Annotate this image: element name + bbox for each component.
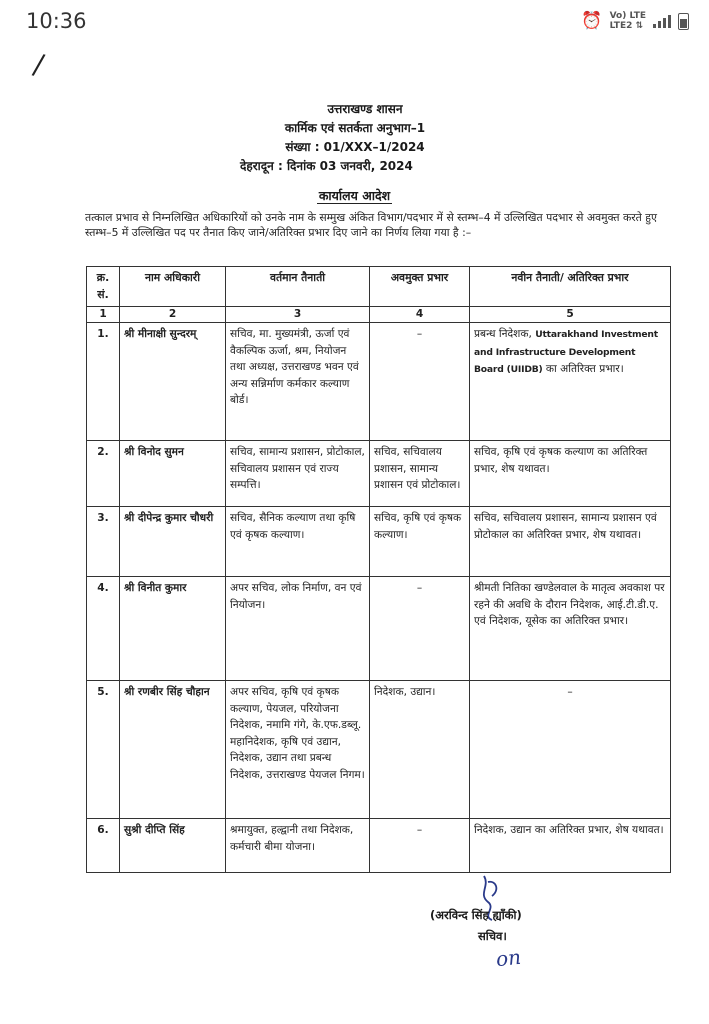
header-new-posting: नवीन तैनाती/ अतिरिक्त प्रभार bbox=[470, 267, 671, 307]
current-posting: सचिव, सामान्य प्रशासन, प्रोटोकाल, सचिवालय प्रशासन एवं राज्य सम्पत्ति। bbox=[226, 441, 370, 507]
document-header bbox=[240, 100, 470, 176]
row-serial: 6. bbox=[87, 819, 120, 873]
battery-icon bbox=[678, 13, 689, 30]
margin-mark: / bbox=[30, 47, 47, 82]
header-line-4: देहरादून : दिनांक 03 जनवरी, 2024 bbox=[240, 159, 413, 173]
header-current-posting: वर्तमान तैनाती bbox=[226, 267, 370, 307]
current-posting: सचिव, मा. मुख्यमंत्री, ऊर्जा एवं वैकल्पिक ऊर्जा, श्रम, नियोजन तथा अध्यक्ष, उत्तराखण्ड भवन एवं अन्य सन्निर्माण कर्मकार कल्याण बोर्ड। bbox=[226, 323, 370, 441]
signature-block bbox=[430, 908, 522, 944]
table-row bbox=[87, 507, 671, 577]
signatory-designation: सचिव। bbox=[478, 929, 507, 943]
alarm-icon: ⏰ bbox=[581, 11, 603, 31]
column-number-row bbox=[87, 307, 671, 323]
relieved-charge: – bbox=[370, 577, 470, 681]
current-posting: श्रमायुक्त, हल्द्वानी तथा निदेशक, कर्मचारी बीमा योजना। bbox=[226, 819, 370, 873]
relieved-charge: निदेशक, उद्यान। bbox=[370, 681, 470, 819]
officer-name: श्री विनोद सुमन bbox=[120, 441, 226, 507]
officer-name: श्री विनीत कुमार bbox=[120, 577, 226, 681]
table-header-row bbox=[87, 267, 671, 307]
header-line-2: कार्मिक एवं सतर्कता अनुभाग–1 bbox=[284, 121, 426, 135]
col-number: 3 bbox=[226, 307, 370, 323]
header-line-3: संख्या : 01/XXX–1/2024 bbox=[285, 140, 425, 154]
current-posting: अपर सचिव, लोक निर्माण, वन एवं नियोजन। bbox=[226, 577, 370, 681]
row-serial: 2. bbox=[87, 441, 120, 507]
order-title: कार्यालय आदेश bbox=[318, 188, 391, 203]
new-posting: श्रीमती नितिका खण्डेलवाल के मातृत्व अवकाश पर रहने की अवधि के दौरान निदेशक, आई.टी.डी.ए. एवं निदेशक, यूसेक का अतिरिक्त प्रभार। bbox=[470, 577, 671, 681]
col-number: 1 bbox=[87, 307, 120, 323]
network-label-top: Vo) LTE bbox=[609, 11, 646, 21]
system-icons bbox=[581, 11, 689, 31]
table-row bbox=[87, 681, 671, 819]
col-number: 2 bbox=[120, 307, 226, 323]
col-number: 4 bbox=[370, 307, 470, 323]
new-posting: – bbox=[470, 681, 671, 819]
relieved-charge: सचिव, कृषि एवं कृषक कल्याण। bbox=[370, 507, 470, 577]
header-relieved-charge: अवमुक्त प्रभार bbox=[370, 267, 470, 307]
row-serial: 3. bbox=[87, 507, 120, 577]
clock: 10:36 bbox=[26, 9, 87, 33]
relieved-charge: – bbox=[370, 323, 470, 441]
table-row bbox=[87, 819, 671, 873]
network-indicator bbox=[610, 11, 646, 31]
row-serial: 5. bbox=[87, 681, 120, 819]
header-serial: क्र. सं. bbox=[87, 267, 120, 307]
officer-name: श्री मीनाक्षी सुन्दरम् bbox=[120, 323, 226, 441]
status-bar bbox=[0, 0, 709, 42]
row-serial: 1. bbox=[87, 323, 120, 441]
new-posting: सचिव, सचिवालय प्रशासन, सामान्य प्रशासन एवं प्रोटोकाल का अतिरिक्त प्रभार, शेष यथावत। bbox=[470, 507, 671, 577]
network-label-bottom: LTE2 ⇅ bbox=[609, 21, 644, 31]
header-name: नाम अधिकारी bbox=[120, 267, 226, 307]
col-number: 5 bbox=[470, 307, 671, 323]
header-line-1: उत्तराखण्ड शासन bbox=[327, 102, 403, 116]
current-posting: अपर सचिव, कृषि एवं कृषक कल्याण, पेयजल, परियोजना निदेशक, नमामि गंगे, के.एफ.डब्लू. महानिदेशक, कृषि एवं उद्यान, निदेशक, उद्यान तथा प्रबन्ध निदेशक, उत्तराखण्ड पेयजल निगम। bbox=[226, 681, 370, 819]
new-posting: सचिव, कृषि एवं कृषक कल्याण का अतिरिक्त प्रभार, शेष यथावत। bbox=[470, 441, 671, 507]
handwritten-initials: on bbox=[494, 944, 523, 972]
table-row bbox=[87, 577, 671, 681]
officer-name: श्री दीपेन्द्र कुमार चौधरी bbox=[120, 507, 226, 577]
table-row bbox=[87, 441, 671, 507]
relieved-charge: सचिव, सचिवालय प्रशासन, सामान्य प्रशासन एवं प्रोटोकाल। bbox=[370, 441, 470, 507]
relieved-charge: – bbox=[370, 819, 470, 873]
signatory-name: (अरविन्द सिंह ह्याँकी) bbox=[430, 908, 522, 922]
table-row bbox=[87, 323, 671, 441]
signal-strength-icon bbox=[653, 14, 671, 28]
posting-table bbox=[86, 266, 671, 873]
current-posting: सचिव, सैनिक कल्याण तथा कृषि एवं कृषक कल्याण। bbox=[226, 507, 370, 577]
new-posting: निदेशक, उद्यान का अतिरिक्त प्रभार, शेष यथावत। bbox=[470, 819, 671, 873]
row-serial: 4. bbox=[87, 577, 120, 681]
officer-name: श्री रणबीर सिंह चौहान bbox=[120, 681, 226, 819]
intro-paragraph: तत्काल प्रभाव से निम्नलिखित अधिकारियों को उनके नाम के सम्मुख अंकित विभाग/पदभार में से स्तम्भ–4 में उल्लिखित पदभार से अवमुक्त करते हुए स्तम्भ–5 में उल्लिखित पद पर तैनात किए जाने/अतिरिक्त प्रभार दिए जाने का निर्णय लिया गया है :– bbox=[85, 211, 657, 239]
new-posting: प्रबन्ध निदेशक, Uttarakhand Investment and Infrastructure Development Board (UIIDB) का अतिरिक्त प्रभार। bbox=[470, 323, 671, 441]
officer-name: सुश्री दीप्ति सिंह bbox=[120, 819, 226, 873]
